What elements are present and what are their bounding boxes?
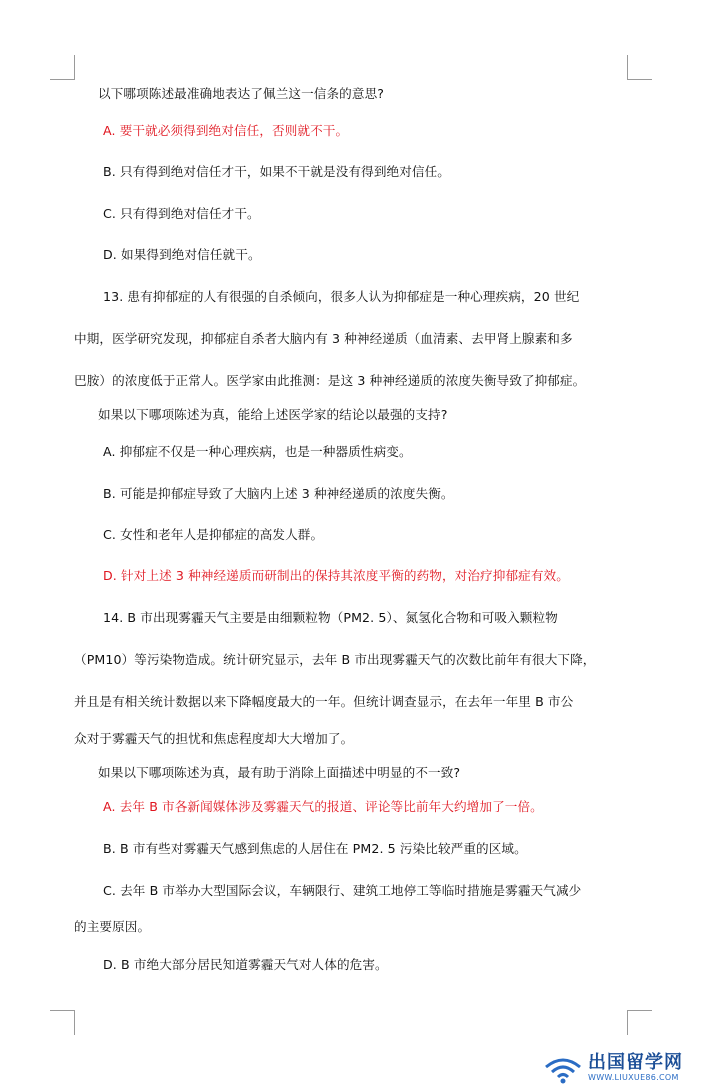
question-stem-13: 如果以下哪项陈述为真，能给上述医学家的结论以最强的支持? [98,407,448,422]
question-14-line-1: 14. B 市出现雾霾天气主要是由细颗粒物（PM2. 5）、氮氢化合物和可吸入颗粒物 [103,610,558,625]
option-13-b: B. 可能是抑郁症导致了大脑内上述 3 种神经递质的浓度失衡。 [103,486,454,501]
corner-mark-top-right [627,55,652,80]
question-13-line-3: 巴胺）的浓度低于正常人。医学家由此推测：是这 3 种神经递质的浓度失衡导致了抑郁症。 [74,373,586,388]
option-14-c-line-2: 的主要原因。 [74,919,151,934]
question-14-line-2: （PM10）等污染物造成。统计研究显示，去年 B 市出现雾霾天气的次数比前年有很大下降， [74,652,596,667]
corner-mark-top-left [50,55,75,80]
question-stem-14: 如果以下哪项陈述为真，最有助于消除上面描述中明显的不一致? [98,765,461,780]
question-13-line-2: 中期，医学研究发现，抑郁症自杀者大脑内有 3 种神经递质（血清素、去甲肾上腺素和多 [74,331,573,346]
option-12-a-answer: A. 要干就必须得到绝对信任，否则就不干。 [103,123,349,138]
corner-mark-bottom-right [627,1010,652,1035]
option-12-d: D. 如果得到绝对信任就干。 [103,247,261,262]
option-13-d-answer: D. 针对上述 3 种神经递质而研制出的保持其浓度平衡的药物，对治疗抑郁症有效。 [103,568,569,583]
question-14-line-4: 众对于雾霾天气的担忧和焦虑程度却大大增加了。 [74,731,354,746]
site-watermark [542,1044,708,1091]
watermark-text [588,1053,683,1083]
wifi-logo-icon [542,1051,584,1085]
option-13-c: C. 女性和老年人是抑郁症的高发人群。 [103,527,324,542]
watermark-title: 出国留学网 [588,1051,683,1073]
option-12-c: C. 只有得到绝对信任才干。 [103,206,260,221]
option-14-b: B. B 市有些对雾霾天气感到焦虑的人居住在 PM2. 5 污染比较严重的区域。 [103,841,527,856]
watermark-url: WWW.LIUXUE86.COM [588,1072,679,1082]
corner-mark-bottom-left [50,1010,75,1035]
question-stem-12: 以下哪项陈述最准确地表达了佩兰这一信条的意思? [98,86,385,101]
option-14-a-answer: A. 去年 B 市各新闻媒体涉及雾霾天气的报道、评论等比前年大约增加了一倍。 [103,799,543,814]
question-14-line-3: 并且是有相关统计数据以来下降幅度最大的一年。但统计调查显示，在去年一年里 B 市公 [74,694,574,709]
option-14-d: D. B 市绝大部分居民知道雾霾天气对人体的危害。 [103,957,388,972]
option-13-a: A. 抑郁症不仅是一种心理疾病，也是一种器质性病变。 [103,444,412,459]
option-12-b: B. 只有得到绝对信任才干，如果不干就是没有得到绝对信任。 [103,164,450,179]
option-14-c-line-1: C. 去年 B 市举办大型国际会议，车辆限行、建筑工地停工等临时措施是雾霾天气减少 [103,883,582,898]
question-13-line-1: 13. 患有抑郁症的人有很强的自杀倾向，很多人认为抑郁症是一种心理疾病，20 世纪 [103,289,580,304]
